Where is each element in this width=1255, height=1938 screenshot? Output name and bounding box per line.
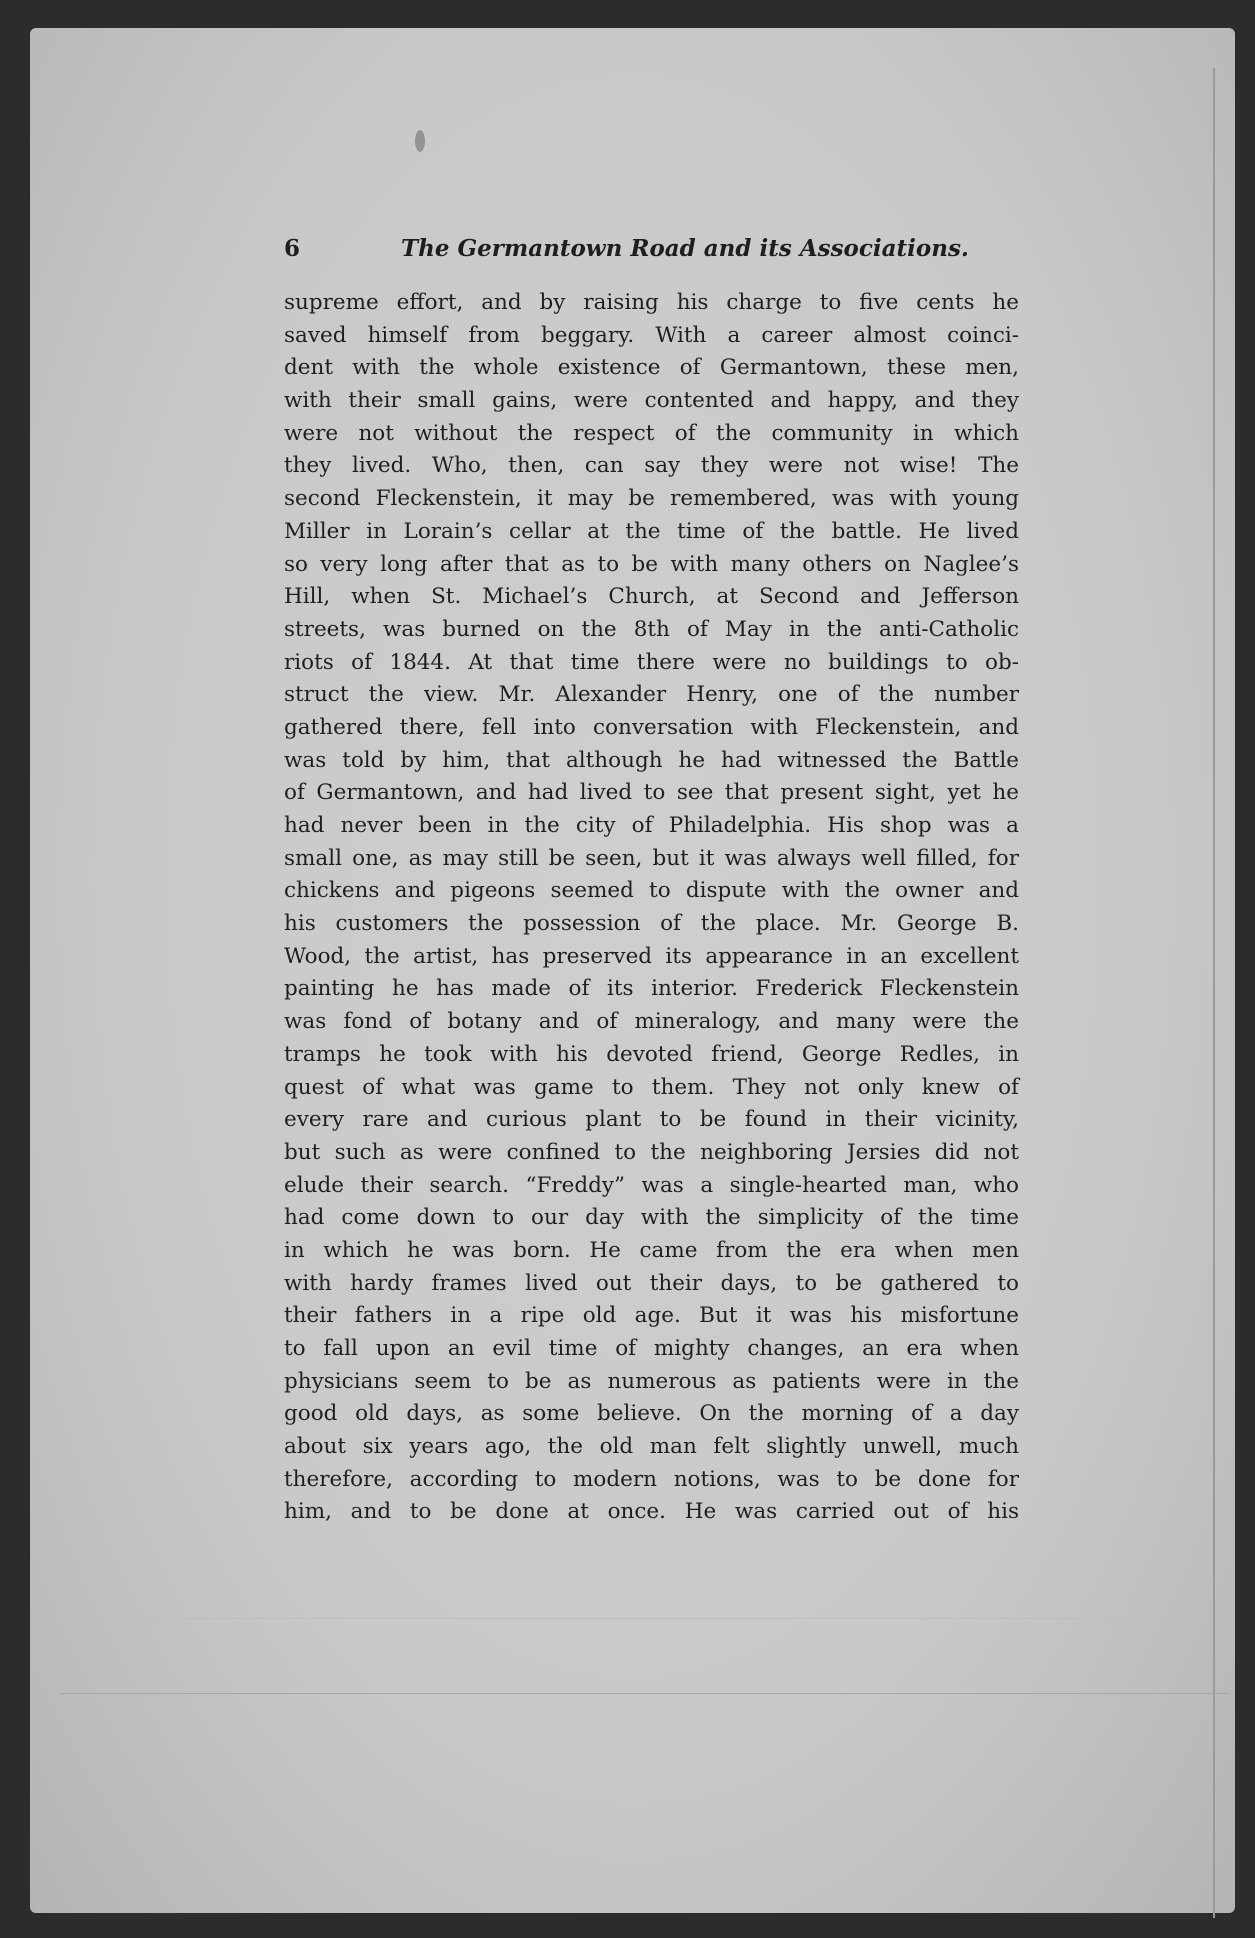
body-line: their fathers in a ripe old age. But it was his misfortune: [284, 1303, 1019, 1329]
body-line: saved himself from beggary. With a career almost coinci-: [284, 322, 1019, 348]
body-line: good old days, as some believe. On the morning of a day: [284, 1401, 1019, 1427]
body-line: physicians seem to be as numerous as patients were in the: [284, 1368, 1019, 1394]
body-line: riots of 1844. At that time there were no buildings to ob-: [284, 649, 1019, 675]
body-line: dent with the whole existence of Germantown, these men,: [284, 355, 1019, 381]
page-number: 6: [284, 235, 301, 262]
body-line: had come down to our day with the simplicity of the time: [284, 1205, 1019, 1231]
body-line: chickens and pigeons seemed to dispute with the owner and: [284, 878, 1019, 904]
body-line: so very long after that as to be with many others on Naglee’s: [284, 551, 1019, 577]
body-line: about six years ago, the old man felt slightly unwell, much: [284, 1434, 1019, 1460]
body-line: was fond of botany and of mineralogy, and many were the: [284, 1009, 1019, 1035]
body-line: supreme effort, and by raising his charge to five cents he: [284, 290, 1019, 315]
body-line: second Fleckenstein, it may be remembered, was with young: [284, 486, 1019, 512]
body-line: his customers the possession of the place. Mr. George B.: [284, 911, 1019, 937]
body-line: but such as were confined to the neighboring Jersies did not: [284, 1139, 1019, 1165]
body-line: to fall upon an evil time of mighty changes, an era when: [284, 1336, 1019, 1361]
scan-line-mark: [60, 1618, 1210, 1619]
body-line: Wood, the artist, has preserved its appearance in an excellent: [284, 943, 1019, 969]
body-line: streets, was burned on the 8th of May in the anti-Catholic: [284, 616, 1019, 642]
body-line: with their small gains, were contented and happy, and they: [284, 388, 1019, 414]
body-line: quest of what was game to them. They not only knew of: [284, 1074, 1019, 1100]
body-line: in which he was born. He came from the era when men: [284, 1237, 1019, 1263]
body-line: struct the view. Mr. Alexander Henry, one of the number: [284, 682, 1019, 708]
body-line: every rare and curious plant to be found in their vicinity,: [284, 1107, 1019, 1133]
body-line: were not without the respect of the community in which: [284, 420, 1019, 446]
body-line: was told by him, that although he had witnessed the Battle: [284, 747, 1019, 773]
body-line: small one, as may still be seen, but it was always well filled, for: [284, 845, 1019, 871]
body-line: Miller in Lorain’s cellar at the time of the battle. He lived: [284, 518, 1019, 544]
body-line: him, and to be done at once. He was carried out of his: [284, 1499, 1019, 1525]
body-line: tramps he took with his devoted friend, George Redles, in: [284, 1041, 1019, 1067]
body-line: of Germantown, and had lived to see that present sight, yet he: [284, 780, 1019, 806]
body-line: with hardy frames lived out their days, to be gathered to: [284, 1270, 1019, 1296]
body-text: [284, 287, 1019, 1529]
ink-spot: [415, 130, 425, 152]
page-edge: [1213, 68, 1215, 1918]
page-header: [284, 235, 1024, 271]
body-line: gathered there, fell into conversation with Fleckenstein, and: [284, 714, 1019, 740]
body-line: Hill, when St. Michael’s Church, at Second and Jefferson: [284, 584, 1019, 610]
running-title: The Germantown Road and its Associations.: [401, 235, 969, 262]
body-line: painting he has made of its interior. Frederick Fleckenstein: [284, 976, 1019, 1002]
body-line: elude their search. “Freddy” was a single-hearted man, who: [284, 1172, 1019, 1198]
scan-line-mark-lower: [60, 1693, 1230, 1694]
body-line: therefore, according to modern notions, was to be done for: [284, 1466, 1019, 1492]
body-line: had never been in the city of Philadelphia. His shop was a: [284, 813, 1019, 838]
body-line: they lived. Who, then, can say they were not wise! The: [284, 453, 1019, 479]
